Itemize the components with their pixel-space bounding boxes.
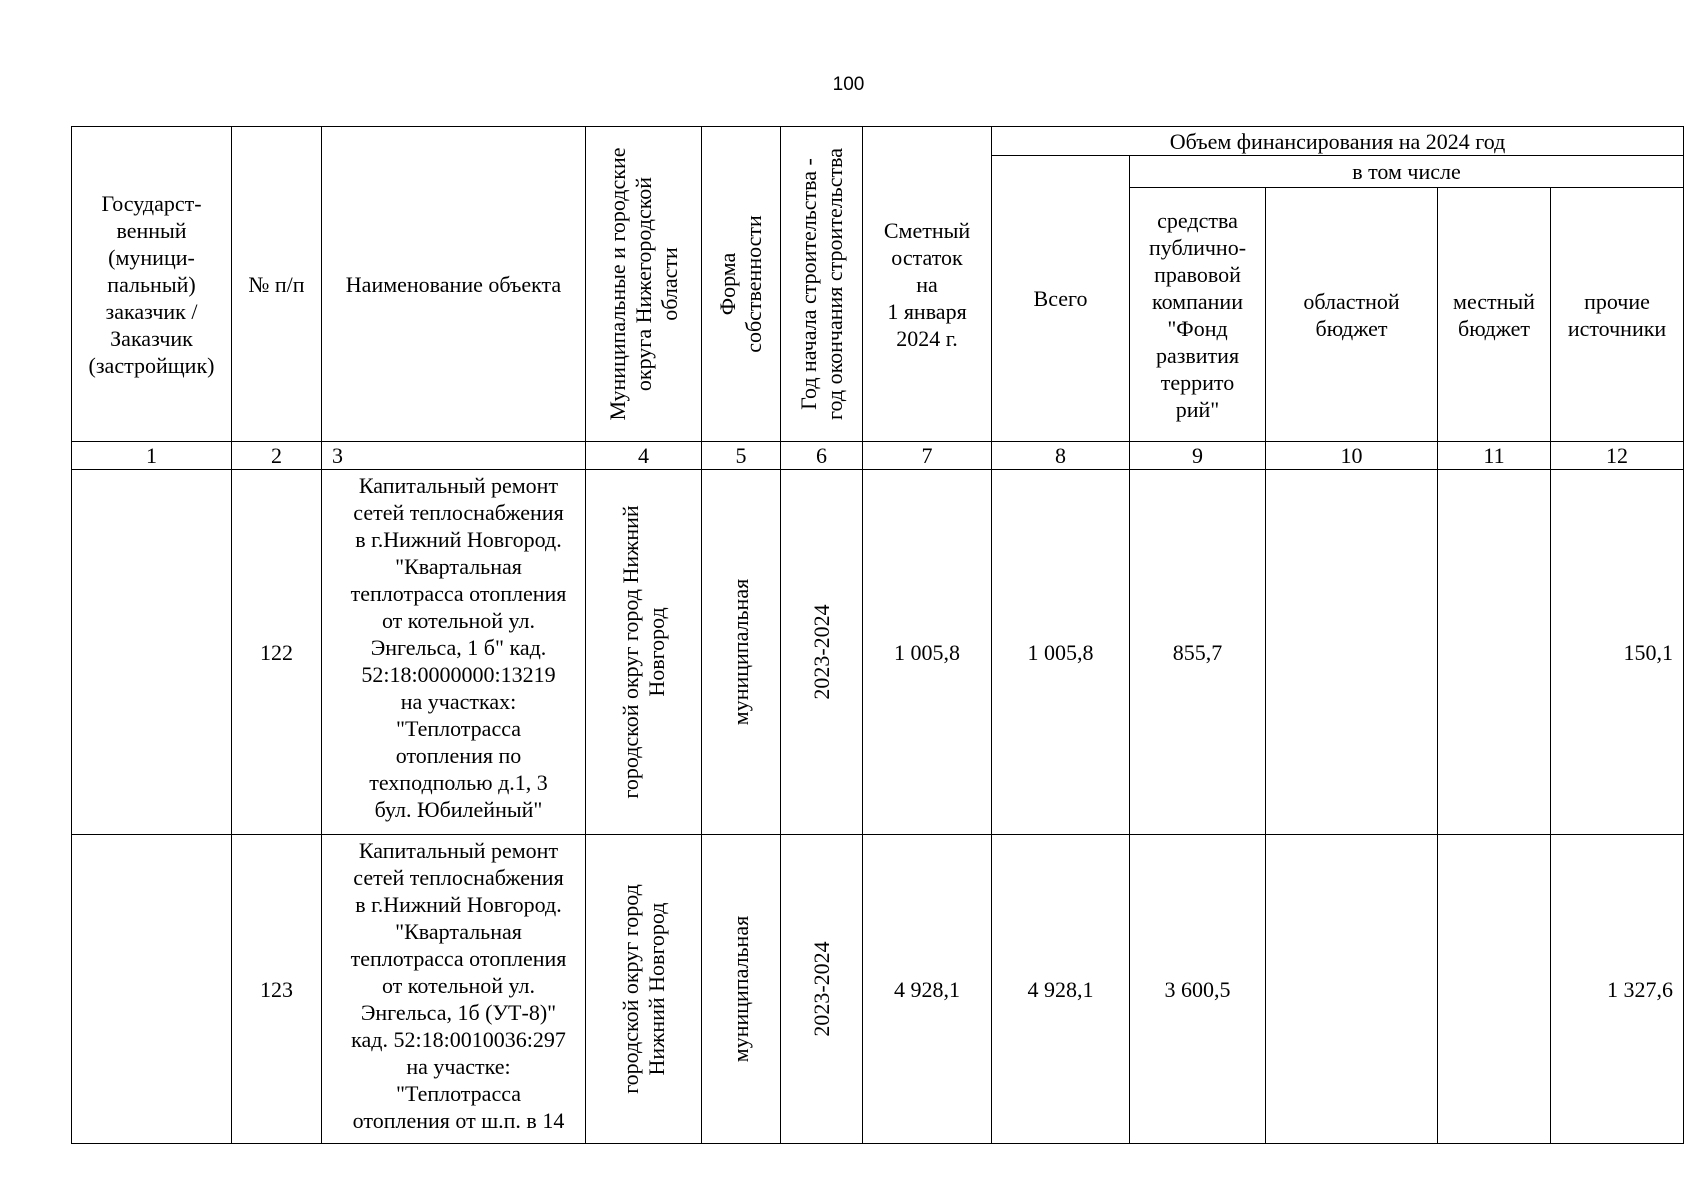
table-row (72, 835, 1684, 1144)
row-years (781, 470, 863, 835)
row-estimate: 4 928,1 (863, 835, 992, 1144)
row-ownership (702, 835, 781, 1144)
row-fund: 3 600,5 (1130, 835, 1266, 1144)
row-municipality-line1: городской округ город (617, 884, 643, 1094)
row-municipality-line2: Новгород (643, 607, 669, 697)
column-number: 9 (1130, 442, 1266, 470)
row-total: 1 005,8 (992, 470, 1130, 835)
page-number: 100 (832, 74, 865, 95)
row-years (781, 835, 863, 1144)
header-ownership (702, 127, 781, 442)
header-years (781, 127, 863, 442)
column-number: 11 (1438, 442, 1551, 470)
header-row-1 (72, 127, 1684, 156)
row-regional (1266, 835, 1438, 1144)
header-years-line2: год окончания строительства (821, 148, 847, 420)
financing-table (71, 126, 1684, 1144)
row-municipality (586, 835, 702, 1144)
header-other: прочие источники (1551, 188, 1684, 442)
row-customer (72, 470, 232, 835)
column-number: 8 (992, 442, 1130, 470)
row-municipality (586, 470, 702, 835)
row-ownership-text: муниципальная (728, 915, 753, 1063)
row-ownership-text: муниципальная (728, 578, 753, 726)
row-other: 150,1 (1551, 470, 1684, 835)
header-customer: Государст- венный (муници- пальный) заказчик / Заказчик (застройщик) (72, 127, 232, 442)
column-number: 3 (322, 442, 586, 470)
header-num: № п/п (232, 127, 322, 442)
column-number: 2 (232, 442, 322, 470)
header-municipality (586, 127, 702, 442)
header-municipality-line2: округа Нижегородской (630, 176, 656, 392)
row-local (1438, 835, 1551, 1144)
column-number: 5 (702, 442, 781, 470)
row-object-name: Капитальный ремонт сетей теплоснабжения в г.Нижний Новгород. "Квартальная теплотрасса отопления от котельной ул. Энгельса, 1б (УТ-8)" кад. 52:18:0010036:297 на участке: "Теплотрасса отопления от ш.п. в 14 (322, 835, 586, 1144)
row-local (1438, 470, 1551, 835)
row-total: 4 928,1 (992, 835, 1130, 1144)
column-number: 12 (1551, 442, 1684, 470)
row-municipality-line2: Нижний Новгород (643, 902, 669, 1076)
row-ownership (702, 470, 781, 835)
row-other: 1 327,6 (1551, 835, 1684, 1144)
header-regional: областной бюджет (1266, 188, 1438, 442)
row-fund: 855,7 (1130, 470, 1266, 835)
header-total: Всего (992, 156, 1130, 442)
header-municipality-line1: Муниципальные и городские (604, 147, 630, 421)
row-estimate: 1 005,8 (863, 470, 992, 835)
header-funding-title: Объем финансирования на 2024 год (992, 127, 1684, 156)
header-municipality-line3: области (656, 247, 682, 321)
header-ownership-line2: собственности (741, 215, 766, 353)
column-number: 6 (781, 442, 863, 470)
header-estimate: Сметный остаток на 1 января 2024 г. (863, 127, 992, 442)
row-regional (1266, 470, 1438, 835)
header-including: в том числе (1130, 156, 1684, 188)
row-customer (72, 835, 232, 1144)
column-number: 10 (1266, 442, 1438, 470)
row-municipality-line1: городской округ город Нижний (617, 505, 643, 799)
row-years-text: 2023-2024 (808, 941, 834, 1037)
column-number: 7 (863, 442, 992, 470)
row-years-text: 2023-2024 (808, 604, 834, 700)
column-number: 4 (586, 442, 702, 470)
header-object-name: Наименование объекта (322, 127, 586, 442)
header-local: местный бюджет (1438, 188, 1551, 442)
row-object-name: Капитальный ремонт сетей теплоснабжения в г.Нижний Новгород. "Квартальная теплотрасса отопления от котельной ул. Энгельса, 1 б" кад. 52:18:0000000:13219 на участках: "Теплотрасса отопления по техподполью д.1, 3 бул. Юбилейный" (322, 470, 586, 835)
table-row (72, 470, 1684, 835)
header-fund: средства публично- правовой компании "Фонд развития террито рий" (1130, 188, 1266, 442)
row-num: 122 (232, 470, 322, 835)
row-num: 123 (232, 835, 322, 1144)
header-ownership-line1: Форма (715, 252, 740, 316)
header-years-line1: Год начала строительства - (795, 158, 821, 410)
column-number-row (72, 442, 1684, 470)
column-number: 1 (72, 442, 232, 470)
